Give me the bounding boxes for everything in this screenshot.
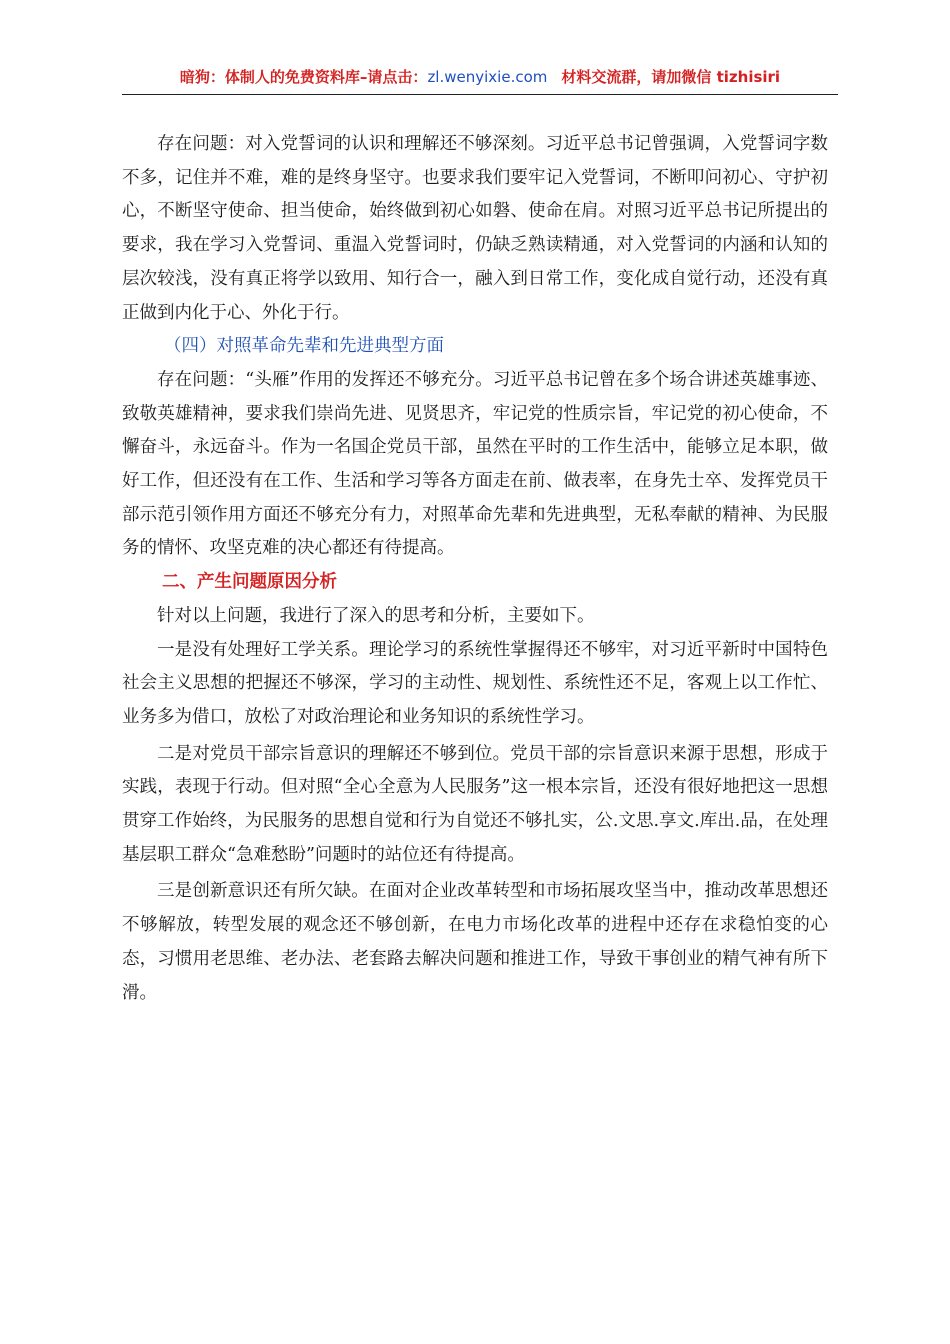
paragraph-reason-two: 二是对党员干部宗旨意识的理解还不够到位。党员干部的宗旨意识来源于思想，形成于实践，表现于行动。但对照“全心全意为人民服务”这一根本宗旨，还没有很好地把这一思想贯穿工作始终，为民服务的思想自觉和行为自觉还不够扎实，公.文思.享文.库出.品，在处理基层职工群众“急难愁盼”问题时的站位还有待提高。 bbox=[122, 743, 828, 865]
document-body bbox=[122, 128, 828, 1010]
header-click-prompt: –请点击： bbox=[359, 68, 428, 86]
paragraph-analysis-intro: 针对以上问题，我进行了深入的思考和分析，主要如下。 bbox=[157, 605, 595, 626]
paragraph-leading-role-problem: 存在问题：“头雁”作用的发挥还不够充分。习近平总书记曾在多个场合讲述英雄事迹、致敬英雄精神，要求我们崇尚先进、见贤思齐，牢记党的性质宗旨，牢记党的初心使命，不懈奋斗，永远奋斗。作为一名国企党员干部，虽然在平时的工作生活中，能够立足本职，做好工作，但还没有在工作、生活和学习等各方面走在前、做表率，在身先士卒、发挥党员干部示范引领作用方面还不够充分有力，对照革命先辈和先进典型，无私奉献的精神、为民服务的情怀、攻坚克难的决心都还有待提高。 bbox=[122, 369, 828, 559]
section-heading-two: 二、产生问题原因分析 bbox=[162, 572, 337, 593]
page-header bbox=[122, 66, 838, 95]
paragraph-oath-problem: 存在问题：对入党誓词的认识和理解还不够深刻。习近平总书记曾强调，入党誓词字数不多，记住并不难，难的是终身坚守。也要求我们要牢记入党誓词，不断叩问初心、守护初心，不断坚守使命、担当使命，始终做到初心如磐、使命在肩。对照习近平总书记所提出的要求，我在学习入党誓词、重温入党誓词时，仍缺乏熟读精通，对入党誓词的内涵和认知的层次较浅，没有真正将学以致用、知行合一，融入到日常工作，变化成自觉行动，还没有真正做到内化于心、外化于行。 bbox=[122, 134, 828, 323]
section-heading-four: （四）对照革命先辈和先进典型方面 bbox=[164, 336, 444, 357]
header-wechat-note: 材料交流群，请加微信 tizhisiri bbox=[561, 68, 781, 86]
paragraph-reason-three: 三是创新意识还有所欠缺。在面对企业改革转型和市场拓展攻坚当中，推动改革思想还不够解放，转型发展的观念还不够创新，在电力市场化改革的进程中还存在求稳怕变的心态，习惯用老思维、老办法、老套路去解决问题和推进工作，导致干事创业的精气神有所下滑。 bbox=[122, 881, 828, 1003]
paragraph-reason-one: 一是没有处理好工学关系。理论学习的系统性掌握得还不够牢，对习近平新时中国特色社会主义思想的把握还不够深，学习的主动性、规划性、系统性还不足，客观上以工作忙、业务多为借口，放松了对政治理论和业务知识的系统性学习。 bbox=[122, 639, 828, 727]
header-site-name: 暗狗：体制人的免费资料库 bbox=[179, 68, 360, 86]
header-url-link[interactable]: zl.wenyixie.com bbox=[427, 68, 548, 86]
